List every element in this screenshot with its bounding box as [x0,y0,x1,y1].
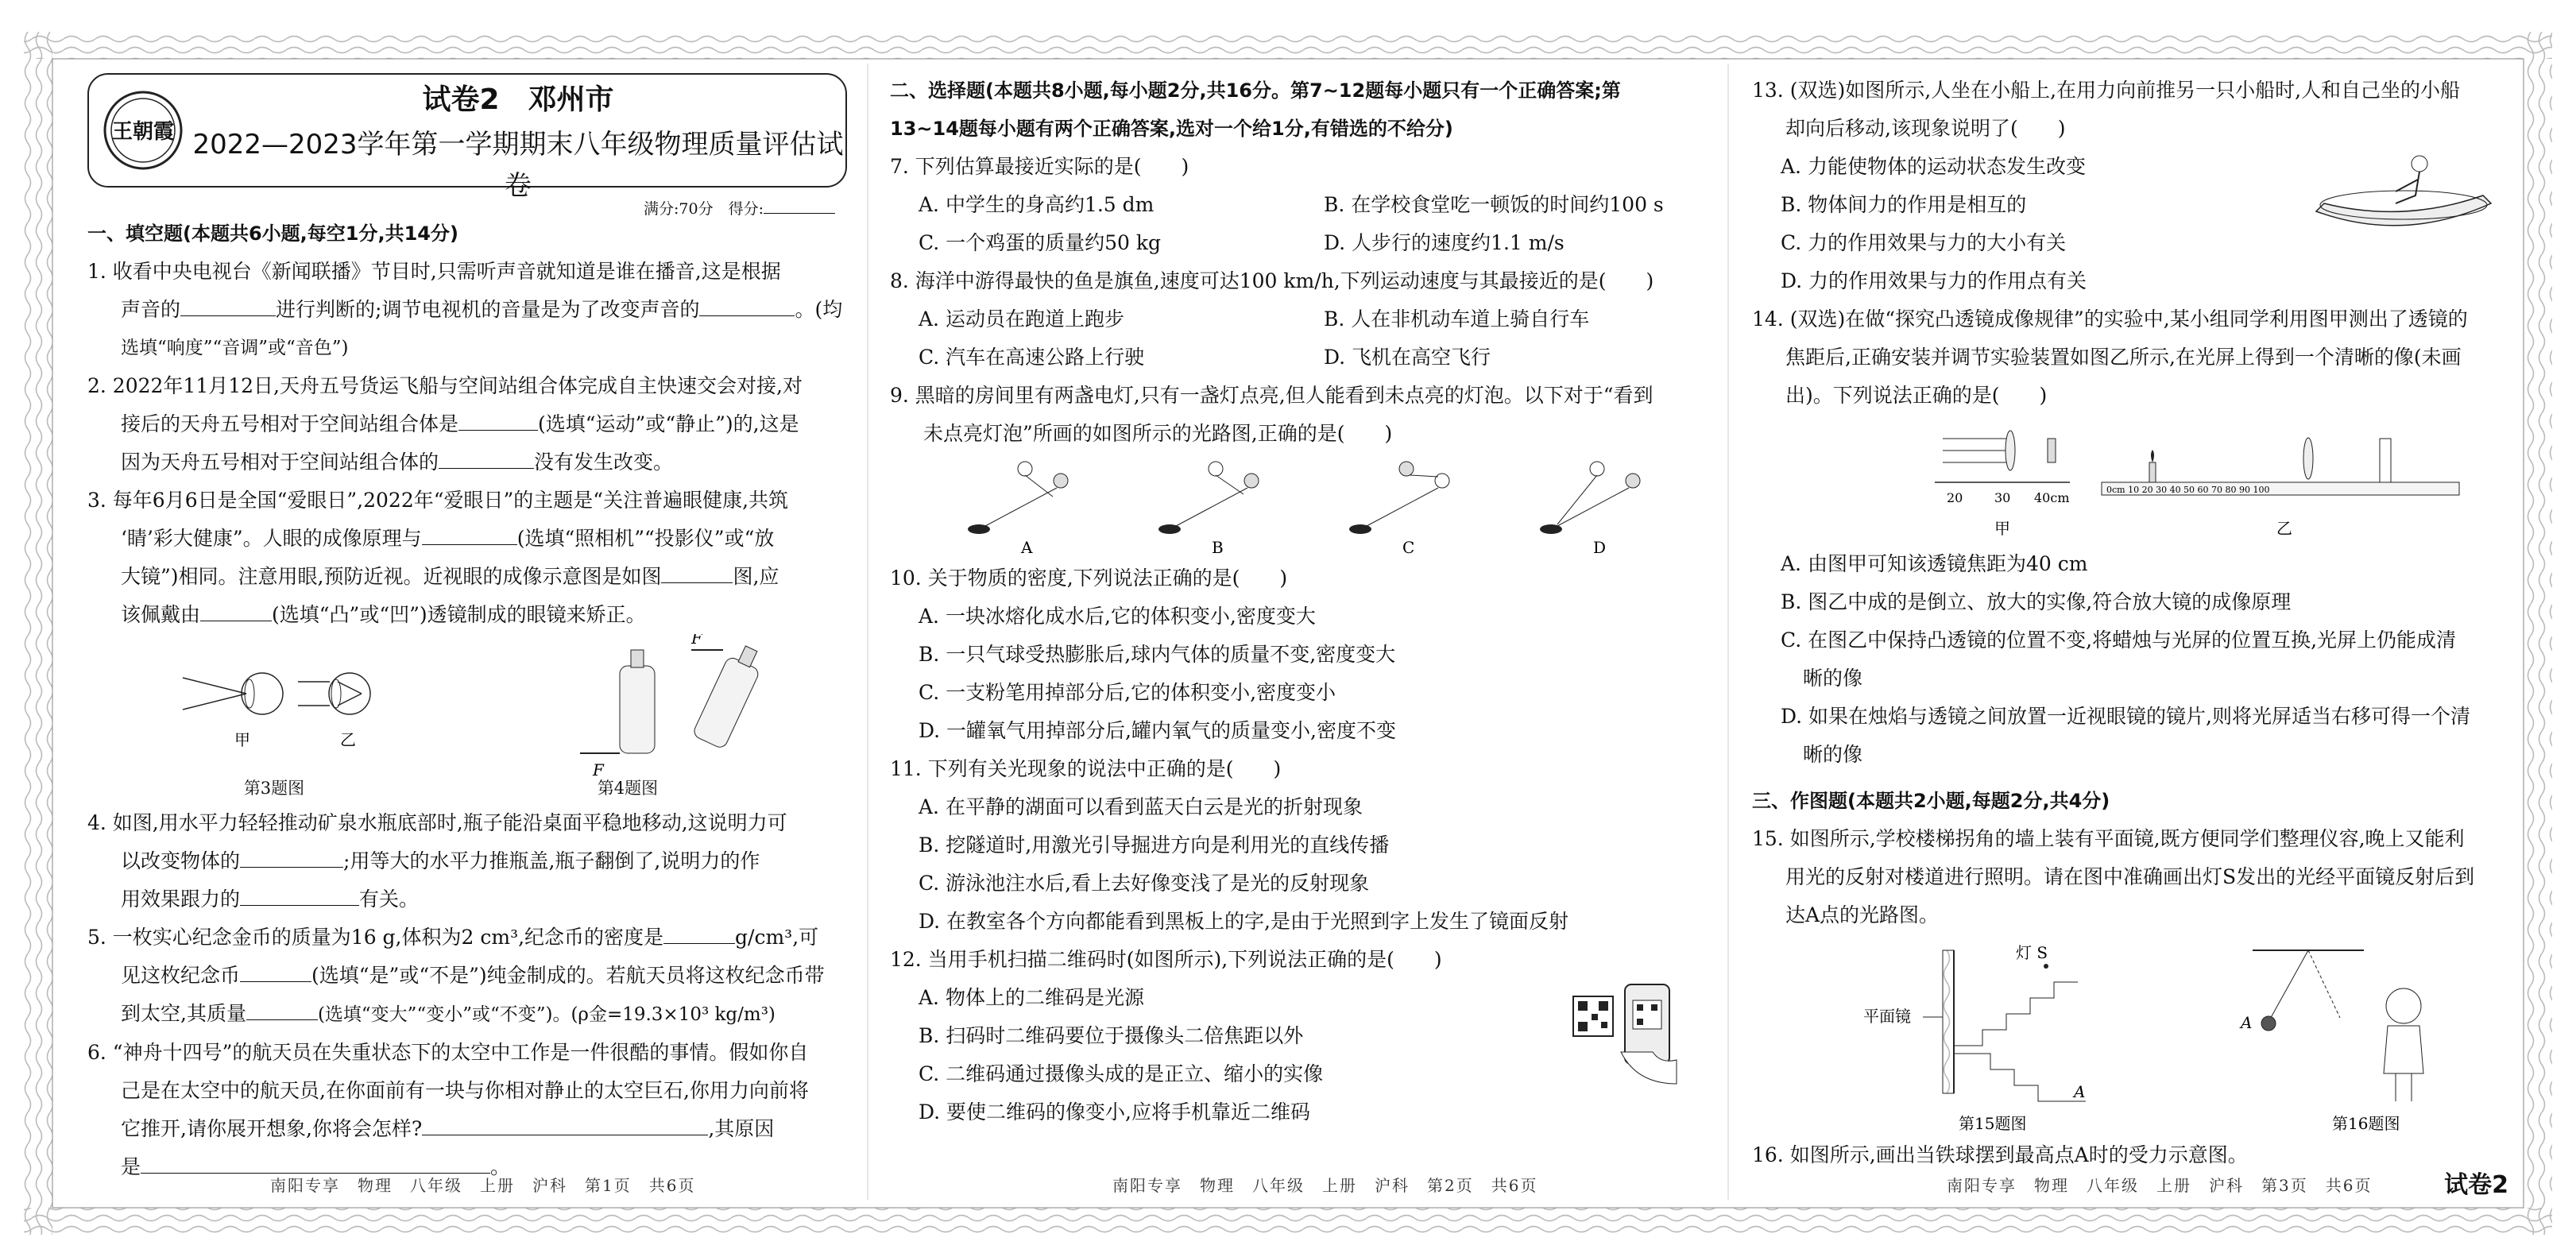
option-c[interactable]: C. 游泳池注水后,看上去好像变浅了是光的反射现象 [919,872,1370,895]
answer-blank[interactable] [422,522,517,545]
question-3: 3. 每年6月6日是全国“爱眼日”,2022年“爱眼日”的主题是“关注普遍眼健康,共筑 ‘睛’彩大健康”。人眼的成像原理与 (选填“照相机”“投影仪”或“放 大镜”)相同。注意用眼,预防近视。近视眼的成像示意图是如图 图,应 该佩戴由 (选填“凸”或“凹”)透镜制成的眼镜来矫正。 [87,489,789,626]
answer-blank[interactable] [240,883,359,906]
question-14: 14. (双选)在做“探究凸透镜成像规律”的实验中,某小组同学利用图甲测出了透镜的 焦距后,正确安装并调节实验装置如图乙所示,在光屏上得到一个清晰的像(未画 出)。下列说法正确的是( ) 20 30 40cm 甲 0cm 10 20 30 40 50 60 70 80 90 100 乙 A. 由图甲可知该透镜焦距为40 cm B. 图乙中成的是倒立、放大的实像,符合放大镜的成像原理 C. 在图乙中保持凸透镜的位置不变,将蜡烛与光屏的位置互换,光屏上仍能成清 晰的像 D. 如果在烛焰与透镜之间放置一近视眼镜的镜片,则将光屏适当右移可得一个清 晰的像 [1752,300,2515,774]
figure-15-16 [1752,934,2515,1133]
option-b[interactable]: B. 挖隧道时,用激光引导掘进方向是利用光的直线传播 [919,833,1390,857]
paper-number-tag: 试卷2 [2444,1171,2508,1199]
light-path-options [890,453,1700,556]
option-label-a: A [1021,538,1033,556]
option-b[interactable]: B. 图乙中成的是倒立、放大的实像,符合放大镜的成像原理 [1781,590,2292,613]
question-11: 11. 下列有关光现象的说法中正确的是( ) A. 在平静的湖面可以看到蓝天白云是光的折射现象 B. 挖隧道时,用激光引导掘进方向是利用光的直线传播 C. 游泳池注水后,看上去好像变浅了是光的反射现象 D. 在教室各个方向都能看到黑板上的字,是由于光照到字上发生了镜面反射 [890,750,1700,941]
option-d[interactable]: D. 一罐氧气用掉部分后,罐内氧气的质量变小,密度不变 [919,719,1396,742]
light-diagram-c[interactable] [1349,462,1449,556]
option-label-b: B [1212,538,1224,556]
page-3-footer: 南阳专享 物理 八年级 上册 沪科 第3页 共6页 [1947,1176,2373,1195]
figure-b-optical-bench [2102,438,2459,538]
answer-blank[interactable] [141,1151,490,1174]
light-diagram-a[interactable] [968,462,1068,556]
option-b[interactable]: B. 扫码时二维码要位于摄像头二倍焦距以外 [919,1024,1304,1047]
fig4-force-label: F [593,760,604,779]
boat-figure [2308,148,2499,251]
qr-phone-figure [1565,973,1684,1092]
exam-title: 试卷2 邓州市 [422,83,614,116]
question-8: 8. 海洋中游得最快的鱼是旗鱼,速度可达100 km/h,下列运动速度与其最接近的是( ) A. 运动员在跑道上跑步 B. 人在非机动车道上骑自行车 C. 汽车在高速公路上行驶 D. 飞机在高空飞行 [890,262,1700,377]
option-c[interactable]: C. 二维码通过摄像头成的是正立、缩小的实像 [919,1062,1324,1085]
question-13: 13. (双选)如图所示,人坐在小船上,在用力向前推另一只小船时,人和自己坐的小船 却向后移动,该现象说明了( ) A. 力能使物体的运动状态发生改变 B. 物体间力的作用是相互的 C. 力的作用效果与力的大小有关 D. 力的作用效果与力的作用点有关 [1752,72,2515,300]
question-16: 16. 如图所示,画出当铁球摆到最高点A时的受力示意图。 [1752,1143,2248,1166]
answer-blank[interactable] [458,408,538,431]
fig15-caption: 第15题图 [1959,1114,2027,1133]
question-4: 4. 如图,用水平力轻轻推动矿泉水瓶底部时,瓶子能沿桌面平稳地移动,这说明力可 以改变物体的 ;用等大的水平力推瓶盖,瓶子翻倒了,说明力的作 用效果跟力的 有关。 [87,811,787,911]
fig3-label-b: 乙 [340,730,356,749]
svg-text:灯 S: 灯 S [2016,943,2048,962]
option-d[interactable]: D. 飞机在高空飞行 [1324,346,1491,369]
option-label-c: C [1402,538,1415,556]
answer-blank[interactable] [240,959,311,982]
answer-blank[interactable] [699,293,795,316]
figure-a-focal-length [1935,431,2070,538]
option-b[interactable]: B. 物体间力的作用是相互的 [1781,193,2027,216]
option-a[interactable]: A. 物体上的二维码是光源 [919,986,1144,1009]
staircase-mirror-figure[interactable] [1863,943,2086,1133]
question-9: 9. 黑暗的房间里有两盏电灯,只有一盏灯点亮,但人能看到未点亮的灯泡。以下对于“看到 未点亮灯泡”所画的如图所示的光路图,正确的是( ) A B C D [890,377,1700,559]
exam-header [87,73,847,202]
fig3-caption: 第3题图 [243,779,305,798]
page-1 [87,215,850,1186]
eye-diagram-a [183,673,283,749]
answer-blank[interactable] [439,446,534,469]
page-3 [1752,72,2515,1174]
option-c[interactable]: C. 在图乙中保持凸透镜的位置不变,将蜡烛与光屏的位置互换,光屏上仍能成清 [1781,628,2457,652]
answer-blank[interactable] [246,997,318,1020]
answer-blank[interactable] [661,560,733,583]
svg-text:甲: 甲 [1994,519,2010,538]
option-c[interactable]: C. 一个鸡蛋的质量约50 kg [919,231,1162,254]
option-d[interactable]: D. 要使二维码的像变小,应将手机靠近二维码 [919,1100,1310,1124]
option-a[interactable]: A. 运动员在跑道上跑步 [919,307,1124,331]
question-5: 5. 一枚实心纪念金币的质量为16 g,体积为2 cm³,纪念币的密度是 g/cm³,可 见这枚纪念币 (选填“是”或“不是”)纯金制成的。若航天员将这枚纪念币带 到太空,其质量 (选填“变大”“变小”或“不变”)。(ρ金=19.3×10³ kg/m³) [87,919,850,1034]
option-a[interactable]: A. 一块冰熔化成水后,它的体积变小,密度变大 [919,605,1316,628]
option-c[interactable]: C. 一支粉笔用掉部分后,它的体积变小,密度变小 [919,681,1336,704]
answer-blank[interactable] [200,598,272,621]
bottle-diagram [580,634,768,779]
question-15: 15. 如图所示,学校楼梯拐角的墙上装有平面镜,既方便同学们整理仪容,晚上又能利 用光的反射对楼道进行照明。请在图中准确画出灯S发出的光经平面镜反射后到 达A点的光路图。 [1752,827,2475,926]
fig16-caption: 第16题图 [2332,1114,2400,1133]
option-d[interactable]: D. 人步行的速度约1.1 m/s [1324,231,1565,254]
option-d[interactable]: D. 在教室各个方向都能看到黑板上的字,是由于光照到字上发生了镜面反射 [919,910,1568,933]
option-b[interactable]: B. 在学校食堂吃一顿饭的时间约100 s [1324,193,1664,216]
eye-diagram-b [298,673,370,749]
pendulum-figure[interactable] [2239,950,2423,1133]
question-6: 6. “神舟十四号”的航天员在失重状态下的太空中工作是一件很酷的事情。假如你自 己是在太空中的航天员,在你面前有一块与你相对静止的太空巨石,你用力向前将 它推开,请你展开想象,你将会怎样? ,其原因 是 。 [87,1041,809,1178]
lens-experiment-figure [1752,415,2515,542]
option-a[interactable]: A. 力能使物体的运动状态发生改变 [1781,155,2086,178]
option-c[interactable]: C. 力的作用效果与力的大小有关 [1781,231,2067,254]
svg-text:平面镜: 平面镜 [1863,1007,1911,1026]
question-10: 10. 关于物质的密度,下列说法正确的是( ) A. 一块冰熔化成水后,它的体积变小,密度变大 B. 一只气球受热膨胀后,球内气体的质量不变,密度变大 C. 一支粉笔用掉部分后,它的体积变小,密度变小 D. 一罐氧气用掉部分后,罐内氧气的质量变小,密度不变 [890,559,1700,750]
light-diagram-d[interactable] [1540,462,1640,556]
logo-seal [99,83,188,178]
answer-blank[interactable] [180,293,276,316]
score-line: 满分:70分 得分: [644,191,835,219]
option-d[interactable]: D. 力的作用效果与力的作用点有关 [1781,269,2087,292]
svg-text:30: 30 [1994,490,2011,505]
question-12: 12. 当用手机扫描二维码时(如图所示),下列说法正确的是( ) A. 物体上的二维码是光源 B. 扫码时二维码要位于摄像头二倍焦距以外 C. 二维码通过摄像头成的是正立、缩小的实像 D. 要使二维码的像变小,应将手机靠近二维码 [890,941,1700,1131]
exam-subtitle: 2022—2023学年第一学期期末八年级物理质量评估试卷 [192,129,844,202]
section-fill-title: 一、填空题(本题共6小题,每空1分,共14分) [87,222,458,245]
fig3-label-a: 甲 [234,730,250,749]
question-7: 7. 下列估算最接近实际的是( ) A. 中学生的身高约1.5 dm B. 在学校食堂吃一顿饭的时间约100 s C. 一个鸡蛋的质量约50 kg D. 人步行的速度约1.1 m/s [890,148,1700,262]
answer-blank[interactable] [422,1112,708,1135]
option-a[interactable]: A. 中学生的身高约1.5 dm [919,193,1155,216]
answer-blank[interactable] [240,845,343,868]
figure-3-and-4 [87,634,850,785]
option-a[interactable]: A. 由图甲可知该透镜焦距为40 cm [1781,552,2088,575]
option-label-d: D [1593,538,1607,556]
option-d[interactable]: D. 如果在烛焰与透镜之间放置一近视眼镜的镜片,则将光屏适当右移可得一个清 [1781,705,2470,728]
page-1-footer: 南阳专享 物理 八年级 上册 沪科 第1页 共6页 [270,1176,696,1195]
svg-text:40cm: 40cm [2034,490,2070,505]
answer-blank[interactable] [663,921,735,944]
svg-text:20: 20 [1947,490,1963,505]
page-2-footer: 南阳专享 物理 八年级 上册 沪科 第2页 共6页 [1112,1176,1538,1195]
question-2: 2. 2022年11月12日,天舟五号货运飞船与空间站组合体完成自主快速交会对接,对 接后的天舟五号相对于空间站组合体是 (选填“运动”或“静止”)的,这是 因为天舟五号相对于空间站组合体的 没有发生改变。 [87,374,803,474]
section-drawing-title: 三、作图题(本题共2小题,每题2分,共4分) [1752,790,2110,812]
svg-text:A: A [2241,1013,2253,1032]
svg-text:乙: 乙 [2276,519,2292,538]
svg-text:王朝霞: 王朝霞 [111,120,175,144]
option-b[interactable]: B. 一只气球受热膨胀后,球内气体的质量不变,密度变大 [919,643,1396,666]
fig4-force-label-2: F [691,634,702,648]
option-c[interactable]: C. 汽车在高速公路上行驶 [919,346,1145,369]
option-b[interactable]: B. 人在非机动车道上骑自行车 [1324,307,1590,331]
question-1: 1. 收看中央电视台《新闻联播》节目时,只需听声音就知道是谁在播音,这是根据 声音的 进行判断的;调节电视机的音量是为了改变声音的 。(均 选填“响度”“音调”或“音色”) [87,260,843,358]
page-2: 二、选择题(本题共8小题,每小题2分,共16分。第7~12题每小题只有一个正确答案;第 13~14题每小题有两个正确答案,选对一个给1分,有错选的不给分) 7. 下列估算最接近实际的是( ) A. 中学生的身高约1.5 dm B. 在学校食堂吃一顿饭的时间约100 s C. 一个鸡蛋的质量约50 kg D. 人步行的速度约1.1 m/s 8. 海洋中游得最快的鱼是旗鱼,速度可达100 km/h,下列运动速度与其最接近的是( ) A. 运动员在跑道上跑步 B. 人在非机动车道上骑自行车 C. 汽车在高速公路上行驶 D. 飞机在高空飞行 9. 黑暗的房间里有两盏电灯,只有一盏灯点亮,但人能看到未点亮的灯泡。以下对于“看到 未点亮灯泡”所画的如图所示的光路图,正确的是( ) A B C D 10. 关于物质的密度,下列说法正确的是( ) A. 一块冰熔化成水后,它的体积变小,密度变大 B. 一只气球受热膨胀后,球内气体的质量不变,密度变大 C. 一支粉笔用掉部分后,它的体积变小,密度变小 D. 一罐氧气用掉部分后,罐内氧气的质量变小,密度不变 11. 下列有关光现象的说法中正确的是( ) A. 在平静的湖面可以看到蓝天白云是光的折射现象 B. 挖隧道时,用激光引导掘进方向是利用光的直线传播 C. 游泳池注水后,看上去好像变浅了是光的反射现象 D. 在教室各个方向都能看到黑板上的字,是由于光照到字上发生了镜面反射 12. 当用手机扫描二维码时(如图所示),下列说法正确的是( ) A. 物体上的二维码是光源 B. 扫码时二维码要位于摄像头二倍焦距以外 C. 二维码通过摄像头成的是正立、缩小的实像 D. 要使二维码的像变小,应将手机靠近二维码 [890,72,1700,1131]
fig4-caption: 第4题图 [597,779,659,798]
option-a[interactable]: A. 在平静的湖面可以看到蓝天白云是光的折射现象 [919,795,1363,818]
light-diagram-b[interactable] [1158,462,1259,556]
svg-text:0cm 10 20 30 40 50 60 70 80 90: 0cm 10 20 30 40 50 60 70 80 90 100 [2106,485,2270,495]
svg-text:A: A [2074,1082,2086,1101]
